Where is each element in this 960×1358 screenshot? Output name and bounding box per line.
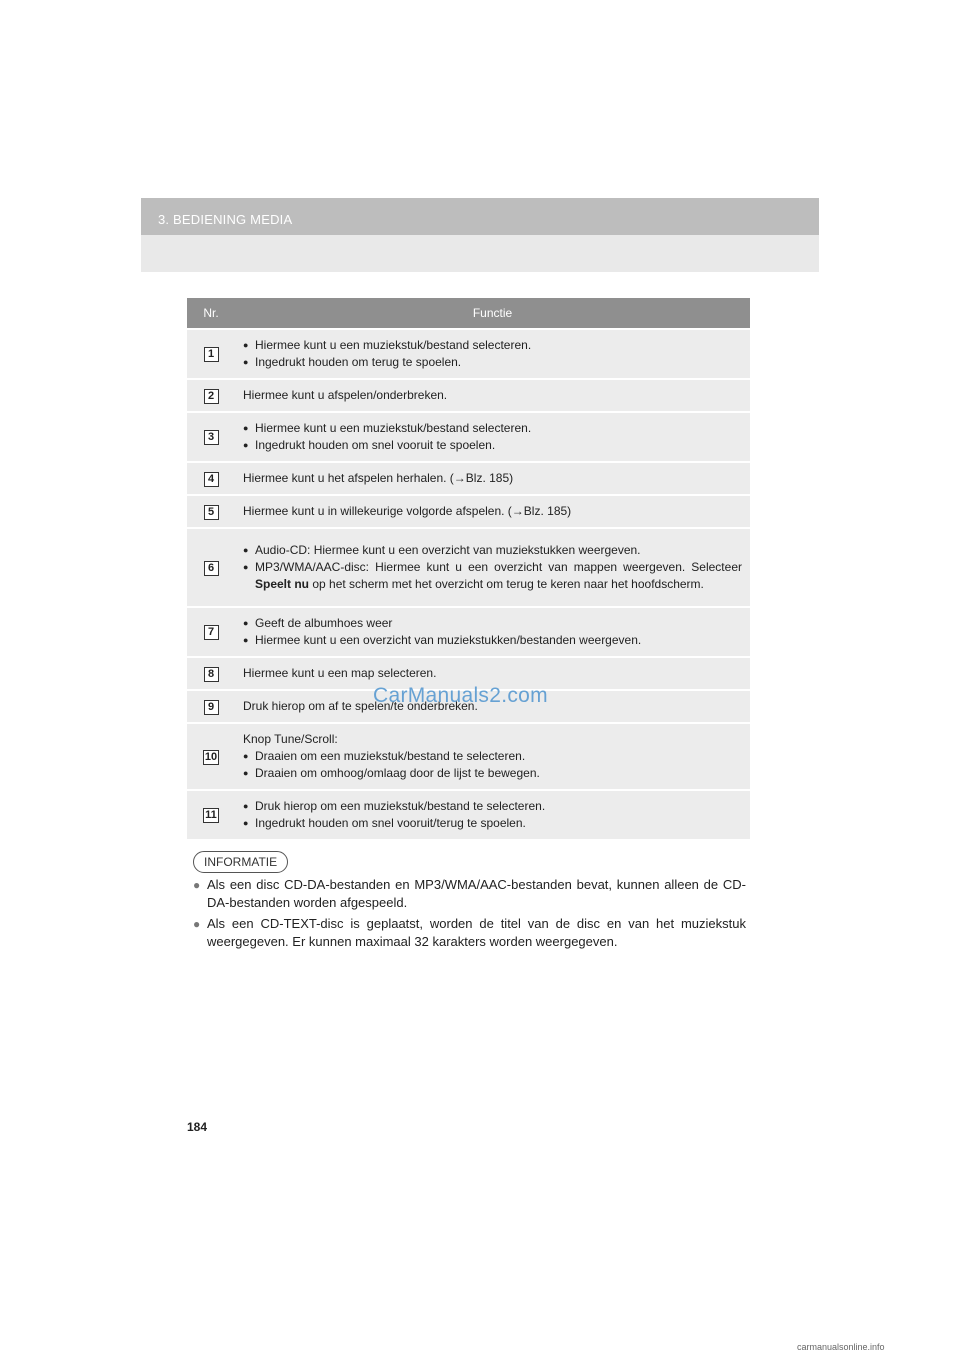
watermark: CarManuals2.com xyxy=(373,684,548,707)
number-badge: 4 xyxy=(204,472,219,487)
table-row xyxy=(187,412,750,462)
number-badge: 6 xyxy=(204,561,219,576)
row-text: Druk hierop om af te spelen/te onderbreken. xyxy=(243,699,478,713)
list-item: ● Hiermee kunt u een muziekstuk/bestand selecteren. xyxy=(243,337,742,354)
footer-watermark: carmanualsonline.info xyxy=(797,1342,885,1352)
number-badge: 9 xyxy=(204,700,219,715)
row-text: Hiermee kunt u in willekeurige volgorde afspelen. (→Blz. 185) xyxy=(243,504,572,518)
number-badge: 5 xyxy=(204,505,219,520)
bullet-list xyxy=(243,615,742,649)
list-item: ● Ingedrukt houden om terug te spoelen. xyxy=(243,354,742,371)
number-badge: 2 xyxy=(204,389,219,404)
number-badge: 10 xyxy=(204,750,218,763)
information-item: ● Als een disc CD-DA-bestanden en MP3/WMA/AAC-bestanden bevat, kunnen alleen de CD-DA-bestanden worden afgespeeld. xyxy=(193,876,746,912)
bullet-list xyxy=(243,337,742,371)
page-number: 184 xyxy=(187,1120,208,1134)
number-badge: 3 xyxy=(204,430,219,445)
row-text: Hiermee kunt u afspelen/onderbreken. xyxy=(243,388,448,402)
table-row xyxy=(187,723,750,790)
speelt-nu-label: Speelt nu xyxy=(255,577,310,591)
list-item: ● Hiermee kunt u een overzicht van muziekstukken/bestanden weergeven. xyxy=(243,632,742,649)
list-item: ● Hiermee kunt u een muziekstuk/bestand selecteren. xyxy=(243,420,742,437)
table-header-row xyxy=(187,298,750,329)
table-row xyxy=(187,329,750,379)
number-badge: 8 xyxy=(204,667,219,682)
list-item: ● MP3/WMA/AAC-disc: Hiermee kunt u een overzicht van mappen weergeven. Selecteer Speelt nu op het scherm met het overzicht om terug te keren naar het hoofdscherm. xyxy=(243,559,742,593)
list-item: ● Geeft de albumhoes weer xyxy=(243,615,742,632)
header-band xyxy=(141,198,819,272)
header-title-bar xyxy=(141,198,819,235)
list-item: ● Ingedrukt houden om snel vooruit/terug te spoelen. xyxy=(243,815,742,832)
number-badge: 7 xyxy=(204,625,219,640)
bullet-list xyxy=(243,420,742,454)
bullet-list xyxy=(243,798,742,832)
list-item: ● Ingedrukt houden om snel vooruit te spoelen. xyxy=(243,437,742,454)
section-title: 3. BEDIENING MEDIA xyxy=(158,212,293,227)
table-row xyxy=(187,462,750,495)
column-header-nr: Nr. xyxy=(187,298,235,329)
bullet-list xyxy=(243,748,742,782)
row-text: Hiermee kunt u een map selecteren. xyxy=(243,666,437,680)
information-badge: INFORMATIE xyxy=(193,851,288,873)
information-item: ● Als een CD-TEXT-disc is geplaatst, worden de titel van de disc en van het muziekstuk weergegeven. Er kunnen maximaal 32 karakters worden weergegeven. xyxy=(193,915,746,951)
information-list xyxy=(193,876,746,954)
table-row xyxy=(187,379,750,412)
function-table xyxy=(187,298,750,841)
table-row xyxy=(187,790,750,840)
bullet-list xyxy=(243,542,742,593)
column-header-function: Functie xyxy=(235,298,750,329)
number-badge: 11 xyxy=(205,809,217,821)
list-item: ● Draaien om omhoog/omlaag door de lijst te bewegen. xyxy=(243,765,742,782)
table-row xyxy=(187,607,750,657)
row-heading: Knop Tune/Scroll: xyxy=(243,732,338,746)
row-text: Hiermee kunt u het afspelen herhalen. (→Blz. 185) xyxy=(243,471,514,485)
list-item: ● Druk hierop om een muziekstuk/bestand te selecteren. xyxy=(243,798,742,815)
list-item: ● Draaien om een muziekstuk/bestand te selecteren. xyxy=(243,748,742,765)
table-row xyxy=(187,528,750,607)
list-item: ● Audio-CD: Hiermee kunt u een overzicht van muziekstukken weergeven. xyxy=(243,542,742,559)
number-badge: 1 xyxy=(204,347,219,362)
table-row xyxy=(187,495,750,528)
